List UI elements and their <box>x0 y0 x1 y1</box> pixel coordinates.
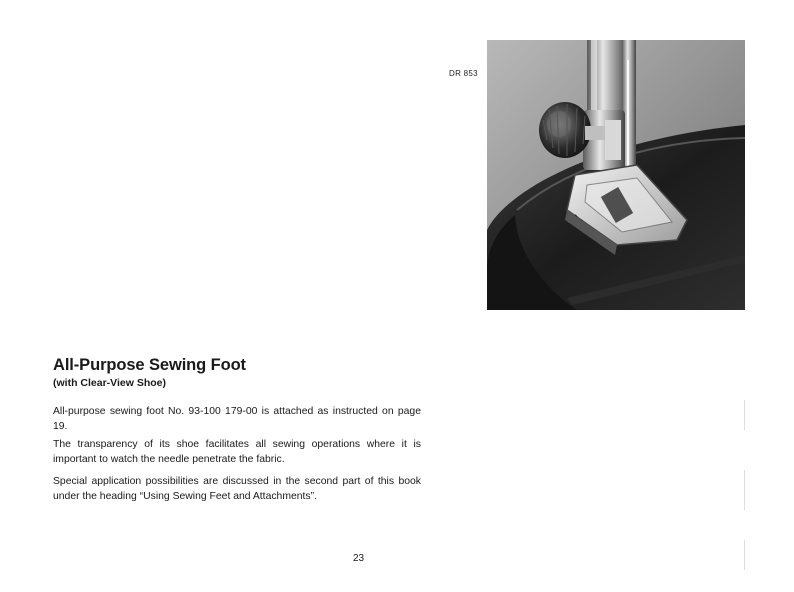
section-title: All-Purpose Sewing Foot <box>53 356 246 374</box>
scan-edge-mark <box>744 400 745 430</box>
sewing-foot-illustration <box>487 40 745 310</box>
paragraph-transparency: The transparency of its shoe facilitates all sewing operations where it is important to watch the needle penetrate the fabric. <box>53 439 421 465</box>
scan-edge-mark <box>744 470 745 510</box>
page-number: 23 <box>353 553 365 564</box>
paragraph-attachment: All-purpose sewing foot No. 93-100 179-00 is attached as instructed on page 19. <box>53 406 421 432</box>
sewing-foot-photo <box>487 40 745 310</box>
photo-label: DR 853 <box>449 69 478 78</box>
section-subtitle: (with Clear-View Shoe) <box>53 377 166 389</box>
scan-edge-mark <box>744 540 745 570</box>
paragraph-special-applications: Special application possibilities are discussed in the second part of this book under the heading “Using Sewing Feet and Attachments”. <box>53 476 421 502</box>
